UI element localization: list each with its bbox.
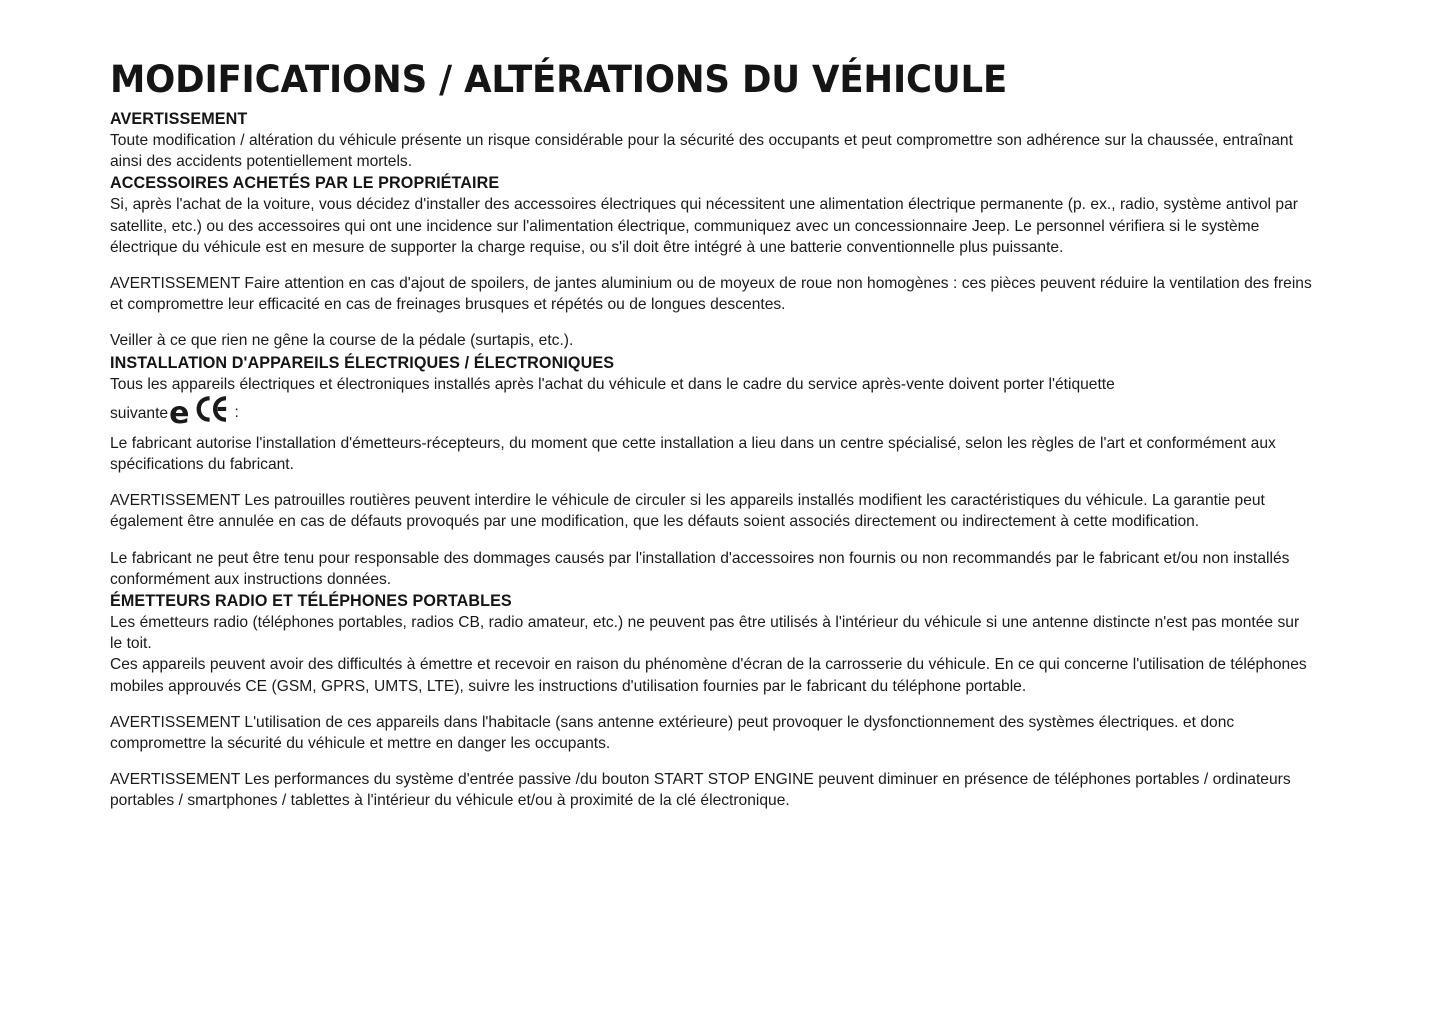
e-mark-icon: e [169,395,190,431]
section-heading-installation: INSTALLATION D'APPAREILS ÉLECTRIQUES / ÉLECTRONIQUES [110,352,615,372]
paragraph-installation-4: Le fabricant ne peut être tenu pour responsable des dommages causés par l'installation d'accessoires non fournis ou non recommandés par le fabricant et/ou non installés conformément aux instructions données. [110,549,1290,588]
paragraph-emetteurs-1: Les émetteurs radio (téléphones portables, radios CB, radio amateur, etc.) ne peuvent pas être utilisés à l'intérieur du véhicule si une antenne distincte n'est pas montée sur le toit. [110,614,1300,653]
paragraph-accessoires-1: Si, après l'achat de la voiture, vous décidez d'installer des accessoires électriques qui nécessitent une alimentation électrique permanente (p. ex., radio, système antivol par satellite, etc.) ou des accessoires qui ont une incidence sur l'alimentation électrique, communiquez avec un concessionnaire Jeep. Le personnel vérifiera si le système électrique du véhicule est en mesure de supporter la charge requise, ou s'il doit être intégré à une batterie conventionnelle plus puissante. [110,196,1298,256]
section-heading-emetteurs: ÉMETTEURS RADIO ET TÉLÉPHONES PORTABLES [110,591,512,611]
paragraph-emetteurs-3: AVERTISSEMENT L'utilisation de ces appareils dans l'habitacle (sans antenne extérieure) peut provoquer le dysfonctionnement des systèmes électriques. et donc compromettre la sécurité du véhicule et mettre en danger les occupants. [110,713,1235,753]
paragraph-accessoires-3: Veiller à ce que rien ne gêne la course de la pédale (surtapis, etc.). [110,332,574,350]
section-heading-accessoires: ACCESSOIRES ACHETÉS PAR LE PROPRIÉTAIRE [110,173,500,193]
page-title: MODIFICATIONS / ALTÉRATIONS DU VÉHICULE [110,58,1008,101]
marks-lead-text: suivante [110,404,169,422]
paragraph-installation-1: Tous les appareils électriques et électroniques installés après l'achat du véhicule et dans le cadre du service après-vente doivent porter l'étiquette [110,375,1115,393]
paragraph-emetteurs-4: AVERTISSEMENT Les performances du système d'entrée passive /du bouton START STOP ENGINE peuvent diminuer en présence de téléphones portables / ordinateurs portables / smartphones / tablettes à l'intérieur du véhicule et/ou à proximité de la clé électronique. [110,771,1291,810]
section-heading-avertissement: AVERTISSEMENT [110,109,248,128]
conformity-marks-line [110,395,1312,433]
ce-mark-icon [195,395,229,433]
document-content [110,58,1312,812]
paragraph-accessoires-2: AVERTISSEMENT Faire attention en cas d'ajout de spoilers, de jantes aluminium ou de moyeux de roue non homogènes : ces pièces peuvent réduire la ventilation des freins et compromettre leur efficacité en cas de freinages brusques et répétés ou de longues descentes. [110,275,1312,314]
paragraph-avertissement-1: Toute modification / altération du véhicule présente un risque considérable pour la sécurité des occupants et peut compromettre son adhérence sur la chaussée, entraînant ainsi des accidents potentiellement mortels. [110,132,1293,171]
marks-trailing-colon: : [234,403,239,421]
paragraph-installation-3: AVERTISSEMENT Les patrouilles routières peuvent interdire le véhicule de circuler si les appareils installés modifient les caractéristiques du véhicule. La garantie peut également être annulée en cas de défauts provoqués par une modification, que les défauts soient associés directement ou indirectement à cette modification. [110,492,1265,531]
paragraph-emetteurs-2: Ces appareils peuvent avoir des difficultés à émettre et recevoir en raison du phénomène d'écran de la carrosserie du véhicule. En ce qui concerne l'utilisation de téléphones mobiles approuvés CE (GSM, GPRS, UMTS, LTE), suivre les instructions d'utilisation fournies par le fabricant du téléphone portable. [110,656,1307,695]
paragraph-installation-2: Le fabricant autorise l'installation d'émetteurs-récepteurs, du moment que cette installation a lieu dans un centre spécialisé, selon les règles de l'art et conformément aux spécifications du fabricant. [110,434,1276,474]
